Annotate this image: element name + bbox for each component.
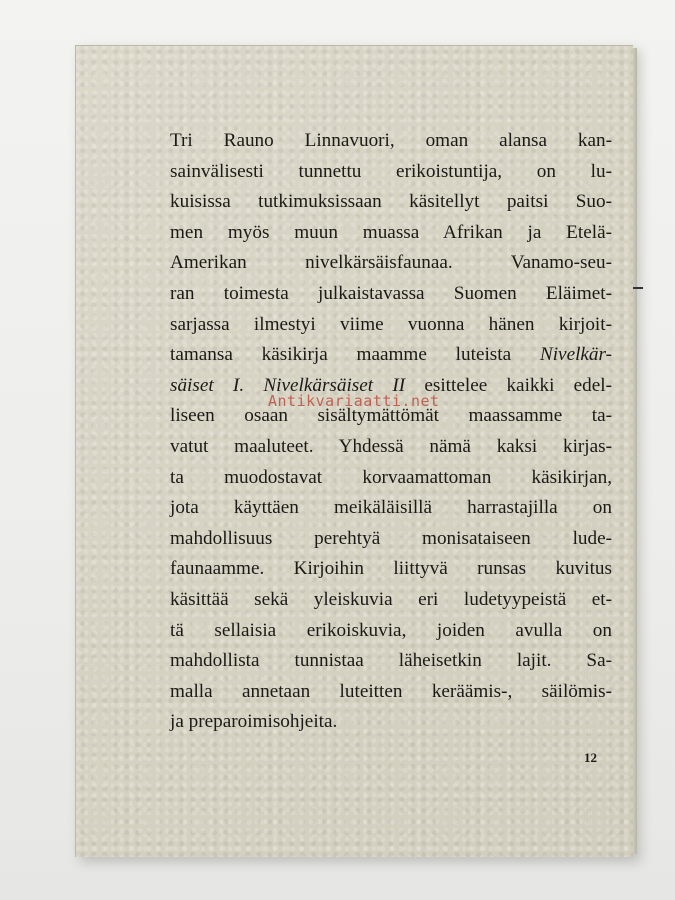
blurb-line: ran toimesta julkaistavassa Suomen Eläimet- — [170, 282, 612, 304]
blurb-text: tamansa käsikirja maamme luteista — [170, 344, 540, 366]
blurb-line: faunaamme. Kirjoihin liittyvä runsas kuvitus — [170, 558, 612, 580]
blurb-line: sarjassa ilmestyi viime vuonna hänen kirjoit- — [170, 313, 612, 335]
blurb-line-with-italic — [170, 340, 612, 371]
blurb-italic-title: Nivelkär- — [539, 344, 612, 366]
blurb-line: ja preparoimisohjeita. — [170, 711, 338, 733]
blurb-line: mahdollista tunnistaa läheisetkin lajit. Sa- — [170, 650, 612, 672]
blurb-line: käsittää sekä yleiskuvia eri ludetyypeistä et- — [170, 588, 612, 610]
blurb-line: vatut maaluteet. Yhdessä nämä kaksi kirjas- — [170, 435, 612, 457]
blurb-line: ta muodostavat korvaamattoman käsikirjan, — [170, 466, 612, 488]
blurb-line: jota käyttäen meikäläisillä harrastajilla on — [170, 497, 612, 519]
cover-mark — [633, 287, 643, 289]
book-page-edge — [633, 48, 637, 854]
blurb-line: kuisissa tutkimuksissaan käsitellyt paitsi Suo- — [170, 191, 612, 213]
blurb-italic-title: säiset I. Nivelkärsäiset II — [170, 374, 406, 396]
blurb-line: liseen osaan sisältymättömät maassamme ta- — [170, 405, 612, 427]
blurb-line: malla annetaan luteitten keräämis-, säilömis- — [170, 680, 612, 702]
blurb-line: sainvälisesti tunnettu erikoistuntija, on lu- — [170, 160, 612, 182]
blurb-line: men myös muun muassa Afrikan ja Etelä- — [170, 221, 612, 243]
blurb-text: esittelee kaikki edel- — [405, 374, 612, 396]
blurb-line: Tri Rauno Linnavuori, oman alansa kan- — [170, 130, 612, 151]
blurb-line: Amerikan nivelkärsäisfaunaa. Vanamo-seu- — [170, 252, 612, 274]
page-number: 12 — [584, 750, 597, 765]
blurb-line: mahdollisuus perehtyä monisataiseen lude- — [170, 527, 612, 549]
watermark-text: Antikvariaatti.net — [268, 392, 440, 410]
blurb-line: tä sellaisia erikoiskuvia, joiden avulla on — [170, 619, 612, 641]
back-cover-blurb — [170, 126, 612, 738]
